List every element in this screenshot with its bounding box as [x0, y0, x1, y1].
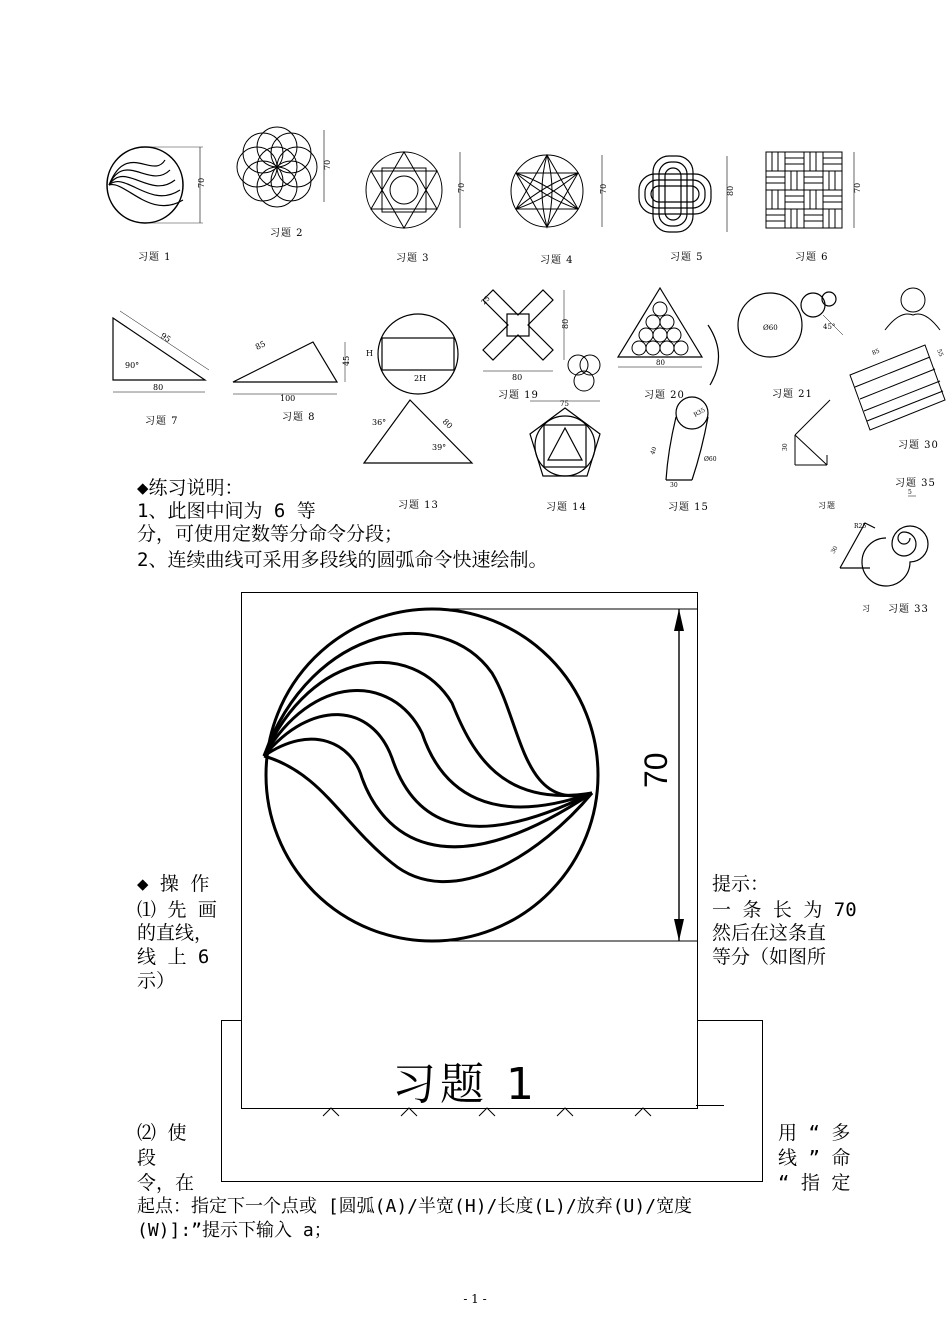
exercise-9-dim-2h: 2H [414, 374, 427, 383]
step2-line-5: (W)]:”提示下输入 a； [137, 1220, 332, 1241]
main-figure-frame [241, 592, 698, 1109]
division-marks [315, 1102, 655, 1122]
exercise-20-thumbnail [618, 285, 728, 395]
exercise-33-dim-a: 5 [908, 489, 912, 496]
exercise-15-dim-h: 40 [649, 446, 659, 456]
main-outer-circle [266, 609, 598, 941]
exercise-4-dim: 70 [599, 183, 608, 194]
exercise-15-thumbnail [640, 395, 730, 490]
exercise-9-dim-angle1: 36° [372, 418, 387, 427]
step2-right-3: “ 指 定 [778, 1172, 851, 1194]
exercise-19-thumbnail [478, 285, 608, 395]
exercise-1-caption: 习题 1 [138, 252, 172, 263]
exercise-9-thumbnail [360, 310, 480, 470]
exercise-5-dim: 80 [726, 185, 735, 196]
exercise-8-dim-height: 45 [342, 355, 351, 366]
notes-line1b: 分，可使用定数等分命令分段； [137, 523, 404, 545]
main-figure-title: 习题 1 [392, 1059, 538, 1110]
exercise-19-caption: 习题 19 [498, 390, 539, 401]
exercise-33-dim-b: 30 [829, 544, 840, 555]
op-right-1: 提示： [712, 873, 770, 895]
wave-curve-6 [264, 756, 592, 882]
exercise-30-thumbnail [845, 285, 950, 435]
op-left-1: ◆ 操 作 [137, 873, 210, 895]
exercise-19-dim-a: 25 [479, 294, 492, 307]
exercise-2-caption: 习题 2 [270, 228, 304, 239]
exercise-4-thumbnail [505, 148, 615, 238]
exercise-8-dim-base: 100 [280, 394, 296, 403]
notes-heading: ◆练习说明： [137, 477, 244, 499]
exercise-6-caption: 习题 6 [795, 252, 829, 263]
exercise-33-thumbnail [830, 488, 950, 588]
exercise-6-thumbnail [762, 148, 872, 238]
figure-tail-line [696, 1105, 724, 1106]
exercise-20-caption: 习题 20 [644, 390, 685, 401]
exercise-8-thumbnail [225, 322, 355, 402]
exercise-7-thumbnail [105, 310, 215, 400]
exercise-partial-caption-2: 习 [862, 604, 871, 613]
exercise-9-dim-h: H [366, 349, 373, 358]
exercise-7-dim-base: 80 [153, 383, 164, 392]
exercise-8-dim-side: 85 [253, 339, 268, 352]
exercise-30-dim-a: 85 [871, 347, 881, 357]
exercise-3-thumbnail [362, 145, 472, 235]
exercise-30-dim-b: 55 [935, 348, 945, 358]
op-right-3: 然后在这条直 [712, 922, 827, 944]
notes-line2: 2、连续曲线可采用多段线的圆弧命令快速绘制。 [137, 549, 548, 571]
exercise-7-dim-hyp: 95 [158, 331, 173, 345]
exercise-13-caption: 习题 13 [398, 500, 439, 511]
exercise-21-dim-d: Ø60 [763, 324, 778, 332]
exercise-1-thumbnail [105, 140, 210, 230]
exercise-2-thumbnail [232, 122, 342, 212]
step2-left-2: 段 [137, 1147, 157, 1169]
exercise-15-dim-r: R35 [692, 406, 707, 419]
step2-left-3: 令，在 [137, 1172, 195, 1194]
exercise-20-dim: 80 [656, 359, 665, 367]
exercise-8-caption: 习题 8 [282, 412, 316, 423]
notes-line1a: 1、此图中间为 6 等 [137, 500, 316, 522]
wave-curve-3 [264, 691, 592, 807]
exercise-4-caption: 习题 4 [540, 255, 574, 266]
op-left-4: 线 上 6 [137, 946, 210, 968]
exercise-21-dim-a: 45° [823, 323, 836, 331]
exercise-21-caption: 习题 21 [772, 389, 813, 400]
exercise-35-dim: 30 [782, 443, 789, 451]
op-right-2: 一 条 长 为 70 [712, 899, 857, 921]
dimension-arrow-bottom [674, 919, 684, 941]
op-left-2: ⑴ 先 画 [137, 899, 217, 921]
exercise-15-caption: 习题 15 [668, 502, 709, 513]
exercise-19-dim-c: 80 [561, 318, 570, 329]
exercise-14-thumbnail [520, 398, 610, 493]
step2-right-1: 用 “ 多 [778, 1122, 851, 1144]
exercise-35-thumbnail [782, 395, 845, 475]
exercise-14-dim: 75 [560, 400, 569, 408]
exercise-partial-caption-1: 习题 [818, 501, 836, 510]
exercise-1-dim: 70 [197, 177, 206, 188]
exercise-30-caption: 习题 30 [898, 440, 939, 451]
main-figure-drawing [242, 593, 697, 1108]
exercise-5-thumbnail [635, 148, 745, 238]
exercise-6-dim: 70 [853, 182, 862, 193]
exercise-35-caption: 习题 35 [895, 478, 936, 489]
exercise-3-dim: 70 [457, 182, 466, 193]
step2-line-4: 起点：指定下一个点或 [圆弧(A)/半宽(H)/长度(L)/放弃(U)/宽度 [137, 1196, 693, 1217]
op-left-3: 的直线， [137, 922, 214, 944]
exercise-15-dim-w: 30 [670, 482, 678, 489]
exercise-21-thumbnail [735, 285, 845, 365]
op-left-5: 示） [137, 970, 176, 992]
wave-curve-2 [264, 715, 592, 827]
step2-right-2: 线 ” 命 [778, 1147, 851, 1169]
page-number: - 1 - [463, 1292, 487, 1306]
exercise-2-dim: 70 [323, 159, 332, 170]
exercise-5-caption: 习题 5 [670, 252, 704, 263]
exercise-33-dim-c: R25 [854, 523, 867, 530]
exercise-9-dim-side: 80 [440, 417, 455, 431]
exercise-14-caption: 习题 14 [546, 502, 587, 513]
exercise-7-caption: 习题 7 [145, 416, 179, 427]
dimension-arrow-top [674, 609, 684, 631]
main-dimension-label: 70 [638, 752, 674, 788]
exercise-3-caption: 习题 3 [396, 253, 430, 264]
exercise-9-dim-angle2: 39° [432, 443, 447, 452]
op-right-4: 等分（如图所 [712, 946, 827, 968]
step2-left-1: ⑵ 使 [137, 1122, 187, 1144]
exercise-15-dim-d: Ø60 [704, 456, 717, 463]
wave-curve-4 [264, 662, 592, 795]
exercise-19-dim-b: 80 [512, 373, 523, 382]
exercise-7-dim-angle: 90° [125, 361, 140, 370]
exercise-33-caption: 习题 33 [888, 604, 929, 615]
